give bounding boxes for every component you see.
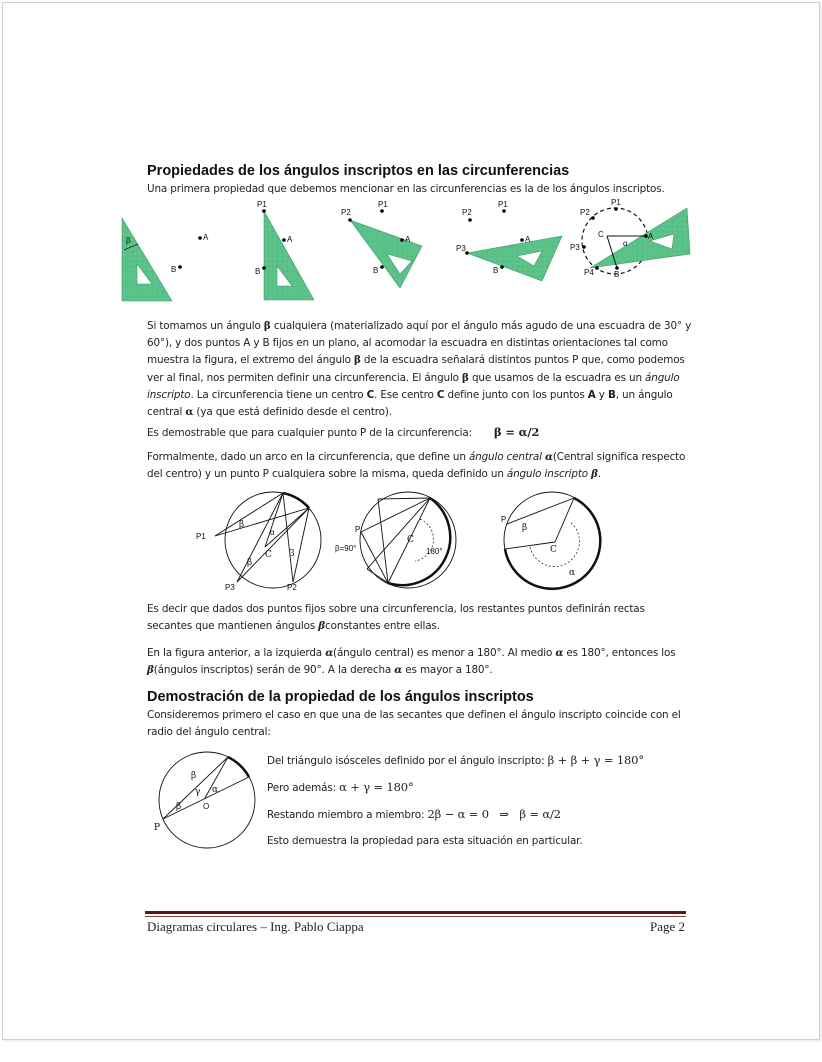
svg-text:A: A: [648, 232, 654, 241]
svg-text:O: O: [203, 802, 210, 811]
svg-text:β=90°: β=90°: [335, 544, 357, 553]
svg-text:P1: P1: [611, 198, 621, 207]
proof-line-1: Del triángulo isósceles definido por el ángulo inscripto: β + β + γ = 180°: [267, 753, 644, 767]
svg-text:P: P: [501, 515, 507, 524]
svg-text:α: α: [623, 239, 628, 248]
svg-text:P3: P3: [225, 583, 235, 592]
svg-text:C: C: [407, 535, 414, 545]
svg-text:P2: P2: [462, 208, 472, 217]
svg-text:P3: P3: [456, 244, 466, 253]
svg-text:P: P: [355, 525, 361, 534]
footer-title: Diagramas circulares – Ing. Pablo Ciappa: [147, 919, 364, 934]
section-intro: Una primera propiedad que debemos mencionar en las circunferencias es la de los ángulos inscriptos.: [147, 183, 665, 195]
svg-text:β: β: [247, 558, 253, 568]
paragraph-demonstrable: Es demostrable que para cualquier punto P de la circunferencia: β = α/2: [147, 425, 540, 439]
svg-text:B: B: [493, 266, 499, 275]
svg-text:P2: P2: [341, 208, 351, 217]
footer-rule-thin: [145, 916, 686, 917]
svg-text:A: A: [525, 235, 531, 244]
figure-set-squares: [112, 196, 702, 306]
footer-rule: [145, 911, 686, 914]
svg-text:α: α: [270, 528, 275, 537]
svg-text:P3: P3: [570, 243, 580, 252]
circle-alpha-greater-180: [501, 492, 600, 589]
set-square-panel-4: [456, 200, 562, 281]
svg-text:β: β: [239, 520, 245, 530]
circle-alpha-equals-180: [335, 492, 456, 588]
svg-text:A: A: [203, 233, 209, 242]
svg-text:P1: P1: [378, 200, 388, 209]
proof-line-4: Esto demuestra la propiedad para esta situación en particular.: [267, 835, 583, 847]
svg-text:3: 3: [289, 549, 295, 559]
set-square-panel-1: [122, 218, 209, 301]
svg-text:C: C: [265, 550, 272, 560]
set-square-panel-2: [255, 200, 314, 300]
circle-alpha-less-180: [196, 492, 321, 592]
svg-text:A: A: [287, 235, 293, 244]
formula-beta-alpha-half: β = α/2: [493, 425, 540, 439]
svg-text:B: B: [373, 266, 379, 275]
set-square-panel-3: [341, 200, 422, 288]
svg-text:C: C: [598, 230, 604, 239]
svg-text:B: B: [171, 265, 177, 274]
svg-text:α: α: [569, 568, 576, 578]
svg-text:P: P: [154, 823, 161, 833]
svg-text:P1: P1: [498, 200, 508, 209]
svg-text:A: A: [405, 235, 411, 244]
svg-text:β: β: [522, 523, 528, 533]
paragraph-set-square: Si tomamos un ángulo β cualquiera (materializado aquí por el ángulo más agudo de una escuadra de 30° y 60°), y dos puntos A y B fijos en un plano, al acomodar la escuadra en distintas orientaciones tal como muestra la figura, el extremo del ángulo β de la escuadra señalará distintos puntos P que, como podemos ver al final, nos permiten definir una circunferencia. El ángulo β que usamos de la escuadra es un ángulo inscripto. La circunferencia tiene un centro C. Ese centro C define junto con los puntos A y B, un ángulo central α (ya que está definido desde el centro).: [147, 320, 692, 419]
paragraph-formal-definition: Formalmente, dado un arco en la circunferencia, que define un ángulo central α(Central significa respecto del centro) y un punto P cualquiera sobre la misma, queda definido un ángulo inscripto β.: [147, 451, 686, 481]
paragraph-secants: Es decir que dados dos puntos fijos sobre una circunferencia, los restantes puntos definirán rectas secantes que mantienen ángulos βconstantes entre ellas.: [147, 603, 645, 633]
section-title-properties: Propiedades de los ángulos inscriptos en las circunferencias: [147, 163, 570, 179]
svg-text:B: B: [255, 267, 261, 276]
svg-text:P2: P2: [287, 583, 297, 592]
section2-intro: Consideremos primero el caso en que una de las secantes que definen el ángulo inscripto coincide con el radio del ángulo central:: [147, 709, 681, 739]
svg-text:β: β: [176, 802, 182, 812]
svg-text:γ: γ: [195, 787, 201, 797]
page-number: Page 2: [649, 919, 685, 934]
svg-text:α: α: [212, 785, 219, 795]
svg-text:β: β: [191, 771, 197, 781]
svg-text:C: C: [550, 545, 557, 555]
section-title-demonstration: Demostración de la propiedad de los ángulos inscriptos: [147, 689, 534, 705]
svg-text:P2: P2: [580, 208, 590, 217]
proof-line-3: Restando miembro a miembro: 2β − α = 0 ⇒ β = α/2: [267, 807, 561, 821]
svg-text:β: β: [126, 236, 131, 245]
set-square-panel-5: [570, 198, 690, 279]
svg-text:B: B: [614, 270, 620, 279]
svg-text:P4: P4: [584, 268, 594, 277]
svg-text:P1: P1: [257, 200, 267, 209]
figure-inscribed-angle-circles: [195, 487, 645, 595]
figure-proof-circle: [150, 750, 265, 855]
proof-line-2: Pero además: α + γ = 180°: [267, 780, 414, 794]
paragraph-figure-explanation: En la figura anterior, a la izquierda α(ángulo central) es menor a 180°. Al medio α es 180°, entonces los β(ángulos inscriptos) serán de 90°. A la derecha α es mayor a 180°.: [147, 647, 676, 677]
svg-text:180°: 180°: [426, 547, 443, 556]
svg-text:P1: P1: [196, 532, 206, 541]
